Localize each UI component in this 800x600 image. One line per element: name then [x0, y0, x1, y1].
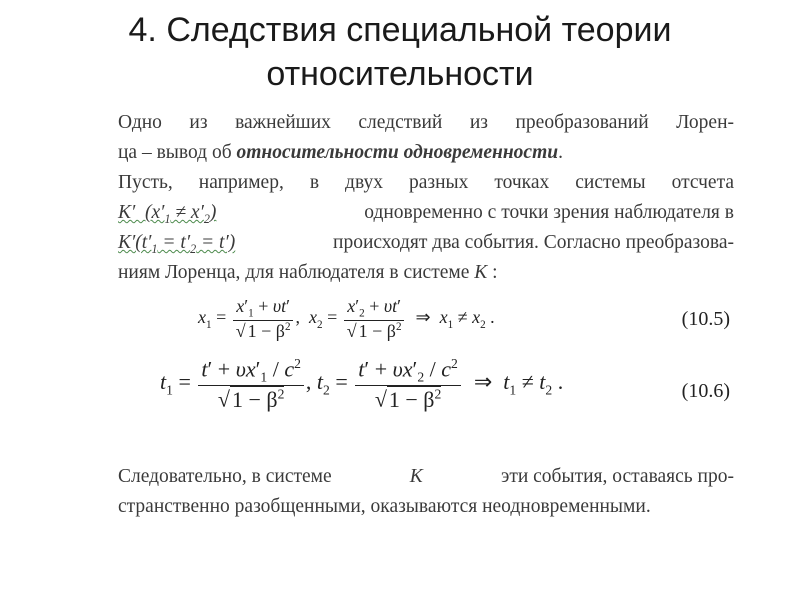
equation-10-5-body: $x_1$ = $\frac{x'_1 + \upsilon t'}{√ 1 - \beta^2}$ , $x_2$ = $\frac{x'_2 + \upsilon t'}{√ 1 - \beta^2}$ ⇒ $x_1 \ne x_2$ .: [198, 296, 495, 342]
text-run: ниям Лоренца, для наблюдателя в системе: [118, 262, 470, 283]
paragraph-3-line-2: странственно разобщенными, оказываются неодновременными.: [118, 496, 651, 517]
equation-10-5: [100, 294, 740, 350]
text-run: Следовательно, в системе: [118, 466, 332, 487]
slide-title: [0, 8, 800, 96]
paragraph-1-line-1: Одно из важнейших следствий из преобразований Лорен-: [118, 112, 734, 133]
text-run: Пусть, например, в двух разных точках системы отсчета: [118, 172, 734, 193]
equation-number: (10.6): [681, 380, 730, 402]
slide-title-line-1: 4. Следствия специальной теории: [128, 11, 672, 49]
text-run: эти события, оставаясь про-: [500, 466, 734, 487]
frame-k-symbol: K: [474, 262, 488, 283]
paragraph-3-line-1: [118, 462, 734, 492]
emphasized-term: относительности одновременности: [236, 142, 559, 163]
fraction: $\frac{x'_2 + \upsilon t'}{√ 1 - \beta^2}$: [344, 296, 405, 342]
text-run: одновременно с точки зрения наблюдателя в: [364, 202, 734, 223]
equation-10-6: [100, 356, 740, 426]
paragraph-2-line-4: ниям Лоренца, для наблюдателя в системе K :: [118, 262, 498, 283]
text-run: происходят два события. Согласно преобразова-: [333, 232, 734, 253]
fraction: $\frac{t' + \upsilon x'_1 / c^2}{√1 - \beta^2}$: [198, 356, 304, 412]
frame-k-symbol: K: [409, 466, 423, 487]
text-run: ца – вывод об: [118, 142, 237, 163]
slide-title-line-2: относительности: [266, 55, 534, 93]
text-run: .: [558, 142, 563, 163]
paragraph-2-line-1: [118, 168, 734, 198]
fraction: $\frac{t' + \upsilon x'_2 / c^2}{√1 - \beta^2}$: [355, 356, 461, 412]
frame-k-prime-time-condition: $K'(t'_1 = t'_2 = t')$: [118, 232, 236, 256]
paragraph-1-line-2: [118, 138, 734, 168]
equation-10-6-body: $t_1$ = $\frac{t' + \upsilon x'_1 / c^2}{√1 - \beta^2}$ , $t_2$ = $\frac{t' + \upsilon x'_2 / c^2}{√1 - \beta^2}$ ⇒ $t_1 \ne t_2$ .: [160, 356, 564, 412]
equation-number: (10.5): [681, 308, 730, 330]
frame-k-prime-condition: K′ $(x'_1 \ne x'_2)$: [118, 202, 217, 226]
scanned-textbook-excerpt: [100, 108, 740, 528]
fraction: $\frac{x'_1 + \upsilon t'}{√ 1 - \beta^2}$: [233, 296, 294, 342]
